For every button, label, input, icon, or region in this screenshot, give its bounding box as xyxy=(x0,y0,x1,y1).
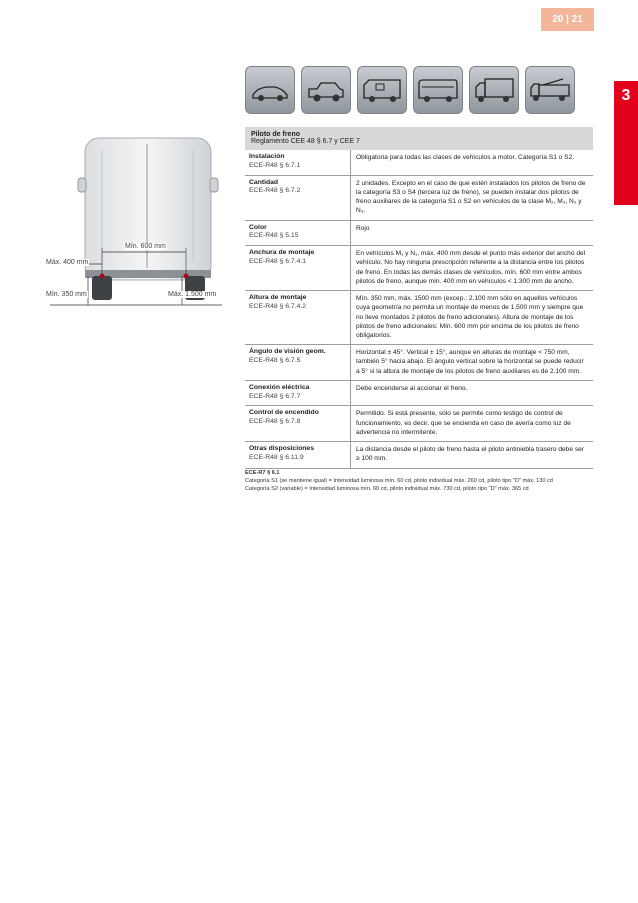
vehicle-icon-row xyxy=(245,66,575,114)
notes-title: ECE-R7 § 6.1 xyxy=(245,470,280,476)
table-row xyxy=(245,381,593,407)
table-subtitle: Reglamento CEE 48 § 6.7 y CEE 7 xyxy=(251,138,360,145)
table-row xyxy=(245,246,593,291)
row-reference: ECE-R48 § 5.15 xyxy=(249,232,299,240)
max-400-label: Máx. 400 mm xyxy=(46,259,89,266)
row-label-cell xyxy=(245,381,350,406)
table-title: Piloto de freno xyxy=(251,131,300,138)
row-label: Control de encendido xyxy=(249,409,319,417)
row-value: 2 unidades. Excepto en el caso de que estén instalados los pilotos de freno de la categoría S3 o S4 (tercera luz de freno), se pueden instalar dos pilotos de freno auxiliares de la categoría S1 o S2 en vehículos de la clase M₂, M₃, N₂ y N₃. xyxy=(350,176,593,220)
row-value: Mín. 350 mm, máx. 1500 mm (excep.: 2.100 mm sólo en aquellos vehículos cuya geometría no permita un montaje de menos de 1.500 mm y siempre que no lleve montados 2 pilotos de freno adicionales). Altura de montaje de los pilotos de freno adicionales: Mín. 600 mm por encima de los pilotos de freno obligatorios. xyxy=(350,291,593,344)
table-row xyxy=(245,442,593,468)
row-label: Cantidad xyxy=(249,178,279,186)
row-value: La distancia desde el piloto de freno hasta el piloto antiniebla trasero debe ser ≥ 100 mm. xyxy=(350,442,593,467)
row-label: Otras disposiciones xyxy=(249,445,314,453)
table-header xyxy=(245,127,593,150)
row-label: Color xyxy=(249,223,267,231)
row-label-cell xyxy=(245,291,350,344)
row-value: Rojo xyxy=(350,221,593,246)
chapter-tab[interactable]: 3 xyxy=(614,81,638,205)
truck-rear-diagram xyxy=(40,130,230,310)
row-label-cell xyxy=(245,442,350,467)
suv-icon xyxy=(301,66,351,114)
row-reference: ECE-R48 § 6.7.2 xyxy=(249,187,301,195)
row-label: Instalación xyxy=(249,153,285,160)
row-reference: ECE-R48 § 6.7.7 xyxy=(249,392,301,400)
row-value: En vehículos M₁ y N₁, máx. 400 mm desde el punto más exterior del ancho del vehículo. No hay ninguna prescripción referente a la distancia entre los pilotos de freno. En todas las demás clases de vehículos, mín. 600 mm entre ambos pilotos de freno, aunque mín. 400 mm en vehículos < 1.300 mm de ancho. xyxy=(350,246,593,290)
row-label: Ángulo de visión geom. xyxy=(249,348,326,356)
row-value: Debe encenderse al accionar el freno. xyxy=(350,381,593,406)
table-row xyxy=(245,345,593,381)
page-number: 20 | 21 xyxy=(541,8,594,31)
table-row xyxy=(245,221,593,247)
bus-icon xyxy=(413,66,463,114)
row-label-cell xyxy=(245,150,350,175)
row-reference: ECE-R48 § 6.7.8 xyxy=(249,418,301,426)
sports-car-icon xyxy=(245,66,295,114)
row-label: Altura de montaje xyxy=(249,294,307,302)
row-label-cell xyxy=(245,221,350,246)
row-reference: ECE-R48 § 6.7.1 xyxy=(249,161,301,169)
row-value: Obligatoria para todas las clases de vehículos a motor. Categoría S1 o S2. xyxy=(350,150,593,175)
row-reference: ECE-R48 § 6.11.9 xyxy=(249,453,304,461)
row-label-cell xyxy=(245,176,350,220)
row-label-cell xyxy=(245,345,350,380)
row-label-cell xyxy=(245,406,350,441)
table-row xyxy=(245,176,593,221)
table-row xyxy=(245,406,593,442)
row-label: Conexión eléctrica xyxy=(249,383,310,391)
spec-table xyxy=(245,127,593,469)
row-label: Anchura de montaje xyxy=(249,249,315,257)
table-row xyxy=(245,291,593,345)
row-reference: ECE-R48 § 6.7.5 xyxy=(249,356,301,364)
min-350-label: Mín. 350 mm xyxy=(46,291,87,298)
row-value: Horizontal ± 45°. Vertical ± 15°, aunque en alturas de montaje < 750 mm, también 5° hacia abajo. El ángulo vertical sobre la horizontal se puede reducir a 5° si la altura de montaje de los pilotos de freno auxiliares es de 2.100 mm. xyxy=(350,345,593,380)
notes-line-1: Categoría S1 (se mantiene igual) = Intensidad luminosa mín. 60 cd, piloto individual máx. 260 cd, piloto tipo "D" máx. 130 cd xyxy=(245,478,553,485)
max-1500-label: Máx. 1.500 mm xyxy=(168,291,217,298)
truck-icon xyxy=(469,66,519,114)
min-600-label: Mín. 600 mm xyxy=(125,243,166,250)
row-value: Permitido. Si está presente, sólo se permite como testigo de control de funcionamiento, es decir, que se encienda en caso de avería como luz de advertencia no intermitente. xyxy=(350,406,593,441)
footnotes xyxy=(245,469,593,493)
motorhome-icon xyxy=(357,66,407,114)
table-row xyxy=(245,150,593,176)
row-reference: ECE-R48 § 6.7.4.2 xyxy=(249,302,307,310)
tow-truck-icon xyxy=(525,66,575,114)
row-label-cell xyxy=(245,246,350,290)
row-reference: ECE-R48 § 6.7.4.1 xyxy=(249,258,307,266)
notes-line-2: Categoría S2 (variable) = Intensidad luminosa mín. 60 cd, piloto individual máx. 730 cd, piloto tipo "D" máx. 365 cd xyxy=(245,486,529,493)
